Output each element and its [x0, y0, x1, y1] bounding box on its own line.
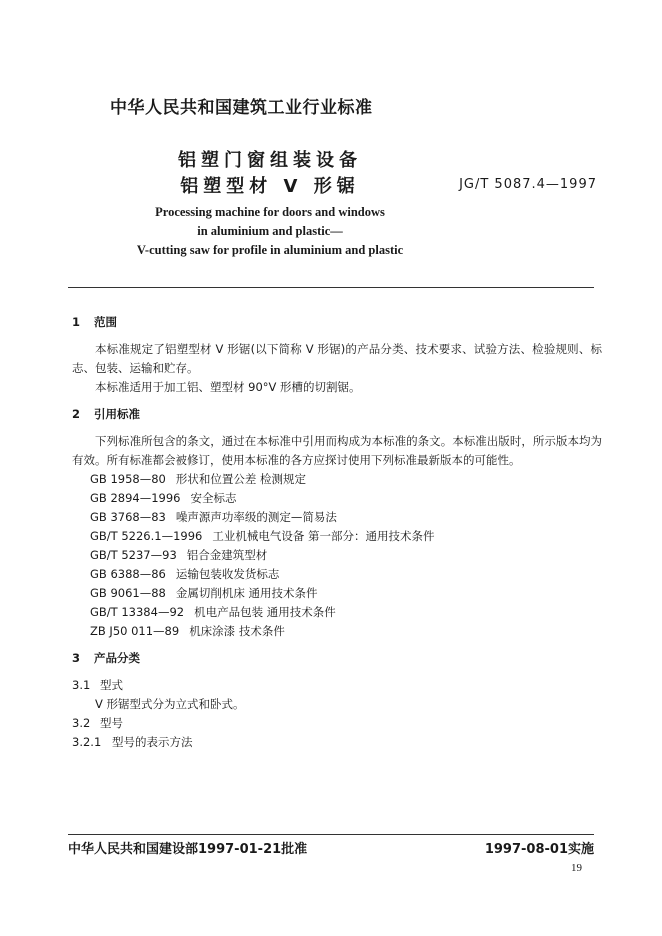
page-number: 19: [571, 862, 582, 874]
subsection-number: 3.2.1: [72, 735, 102, 749]
bottom-divider: [68, 834, 594, 835]
section-3-heading: [72, 649, 602, 668]
reference-code: GB/T 5226.1—1996: [90, 529, 203, 543]
reference-code: GB 3768—83: [90, 510, 166, 524]
title-en-line-2: in aluminium and plastic—: [197, 224, 343, 238]
section-1-heading: [72, 313, 602, 332]
section-number: 3: [72, 651, 81, 665]
reference-list: [72, 470, 602, 641]
reference-item: [90, 584, 602, 603]
reference-item: [90, 546, 602, 565]
subsection-number: 3.2: [72, 716, 91, 730]
title-cn-line-2: 铝塑型材 V 形锯: [180, 176, 360, 197]
reference-code: GB 9061—88: [90, 586, 166, 600]
reference-code: GB/T 5237—93: [90, 548, 177, 562]
section-number: 1: [72, 315, 81, 329]
reference-code: GB 1958—80: [90, 472, 166, 486]
reference-title: 噪声源声功率级的测定—简易法: [175, 510, 337, 524]
subsection-title: 型式: [100, 678, 123, 692]
approval-date: 中华人民共和国建设部1997-01-21批准: [68, 842, 308, 857]
title-en-line-3: V-cutting saw for profile in aluminium and plastic: [136, 243, 404, 257]
section-1-paragraph-2: 本标准适用于加工铝、塑型材 90°V 形槽的切割锯。: [95, 380, 361, 394]
section-2-paragraph-1: 下列标准所包含的条文，通过在本标准中引用而构成为本标准的条文。本标准出版时，所示版本均为有效。所有标准都会被修订，使用本标准的各方应探讨使用下列标准最新版本的可能性。: [72, 434, 602, 467]
reference-code: GB 6388—86: [90, 567, 166, 581]
section-1-paragraph-1: 本标准规定了铝塑型材 V 形锯(以下简称 V 形锯)的产品分类、技术要求、试验方法、检验规则、标志、包装、运输和贮存。: [72, 342, 602, 375]
reference-title: 运输包装收发货标志: [175, 567, 280, 581]
section-title: 引用标准: [94, 407, 140, 421]
reference-item: [90, 489, 602, 508]
reference-item: [90, 565, 602, 584]
subsection-title: 型号: [100, 716, 123, 730]
reference-title: 机床涂漆 技术条件: [189, 624, 285, 638]
effective-date: 1997-08-01实施: [484, 842, 594, 857]
reference-title: 安全标志: [190, 491, 237, 505]
top-divider: [68, 287, 594, 288]
reference-code: GB 2894—1996: [90, 491, 181, 505]
reference-item: [90, 603, 602, 622]
subsection-3-1-text: V 形锯型式分为立式和卧式。: [95, 697, 245, 711]
section-2-heading: [72, 405, 602, 424]
subsection-number: 3.1: [72, 678, 91, 692]
reference-item: [90, 508, 602, 527]
standard-number: JG/T 5087.4—1997: [459, 177, 597, 192]
subsection-3-2-heading: [72, 714, 602, 733]
reference-title: 铝合金建筑型材: [186, 548, 268, 562]
issuing-body-header: 中华人民共和国建筑工业行业标准: [110, 98, 373, 118]
reference-code: GB/T 13384—92: [90, 605, 185, 619]
document-body: [72, 305, 602, 752]
section-number: 2: [72, 407, 81, 421]
section-title: 范围: [94, 315, 117, 329]
title-en-line-1: Processing machine for doors and windows: [155, 205, 385, 219]
section-title: 产品分类: [94, 651, 140, 665]
title-cn-line-1: 铝塑门窗组装设备: [178, 150, 362, 171]
subsection-title: 型号的表示方法: [112, 735, 193, 749]
subsection-3-1-heading: [72, 676, 602, 695]
reference-item: [90, 527, 602, 546]
reference-title: 工业机械电气设备 第一部分：通用技术条件: [212, 529, 435, 543]
reference-item: [90, 470, 602, 489]
reference-item: [90, 622, 602, 641]
reference-title: 机电产品包装 通用技术条件: [194, 605, 336, 619]
reference-code: ZB J50 011—89: [90, 624, 180, 638]
subsection-3-2-1-heading: [72, 733, 602, 752]
reference-title: 形状和位置公差 检测规定: [175, 472, 307, 486]
reference-title: 金属切削机床 通用技术条件: [175, 586, 318, 600]
